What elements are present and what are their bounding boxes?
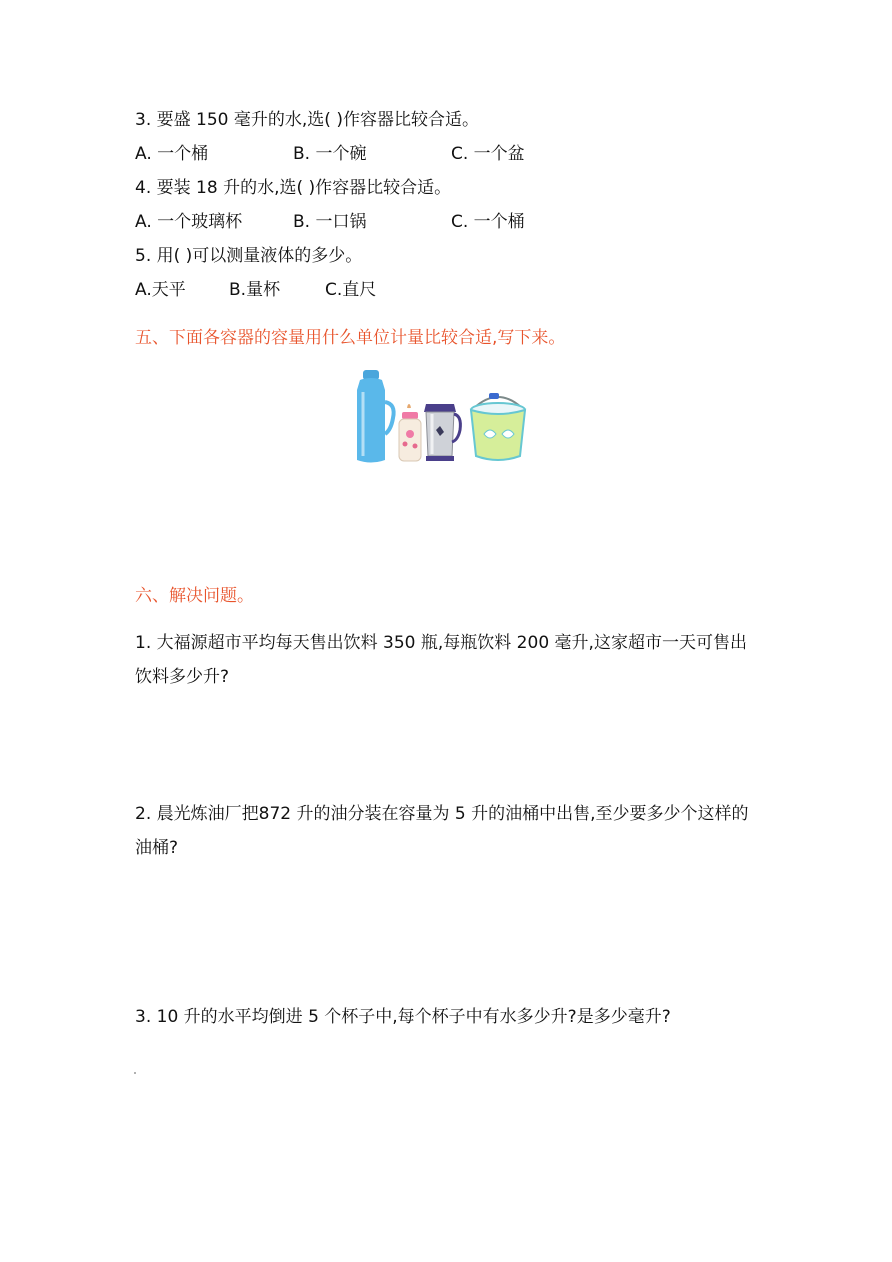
- stray-mark: [134, 1072, 136, 1074]
- question-3-option-b: B. 一个碗: [293, 144, 367, 164]
- question-4-option-a: A. 一个玻璃杯: [135, 212, 243, 232]
- baby-bottle-icon: [399, 405, 421, 461]
- question-3-option-a: A. 一个桶: [135, 144, 209, 164]
- problem-2: 2. 晨光炼油厂把872 升的油分装在容量为 5 升的油桶中出售,至少要多少个这样的油桶?: [135, 804, 749, 858]
- question-5-option-c: C.直尺: [325, 280, 377, 300]
- container-images: [352, 368, 532, 466]
- question-4-option-c: C. 一个桶: [451, 212, 525, 232]
- section-6-heading: 六、解决问题。: [135, 586, 254, 606]
- question-5-stem: 5. 用( )可以测量液体的多少。: [135, 246, 363, 266]
- problem-1: 1. 大福源超市平均每天售出饮料 350 瓶,每瓶饮料 200 毫升,这家超市一天可售出饮料多少升?: [135, 633, 747, 687]
- question-4-stem: 4. 要装 18 升的水,选( )作容器比较合适。: [135, 178, 452, 198]
- thermos-bottle-icon: [357, 370, 394, 463]
- question-5-option-b: B.量杯: [229, 280, 281, 300]
- coffee-pot-icon: [424, 404, 460, 461]
- question-3-option-c: C. 一个盆: [451, 144, 525, 164]
- question-3-stem: 3. 要盛 150 毫升的水,选( )作容器比较合适。: [135, 110, 479, 130]
- section-5-heading: 五、下面各容器的容量用什么单位计量比较合适,写下来。: [135, 328, 566, 348]
- question-5-option-a: A.天平: [135, 280, 186, 300]
- bucket-icon: [471, 393, 525, 460]
- problem-3: 3. 10 升的水平均倒进 5 个杯子中,每个杯子中有水多少升?是多少毫升?: [135, 1007, 671, 1027]
- question-4-option-b: B. 一口锅: [293, 212, 367, 232]
